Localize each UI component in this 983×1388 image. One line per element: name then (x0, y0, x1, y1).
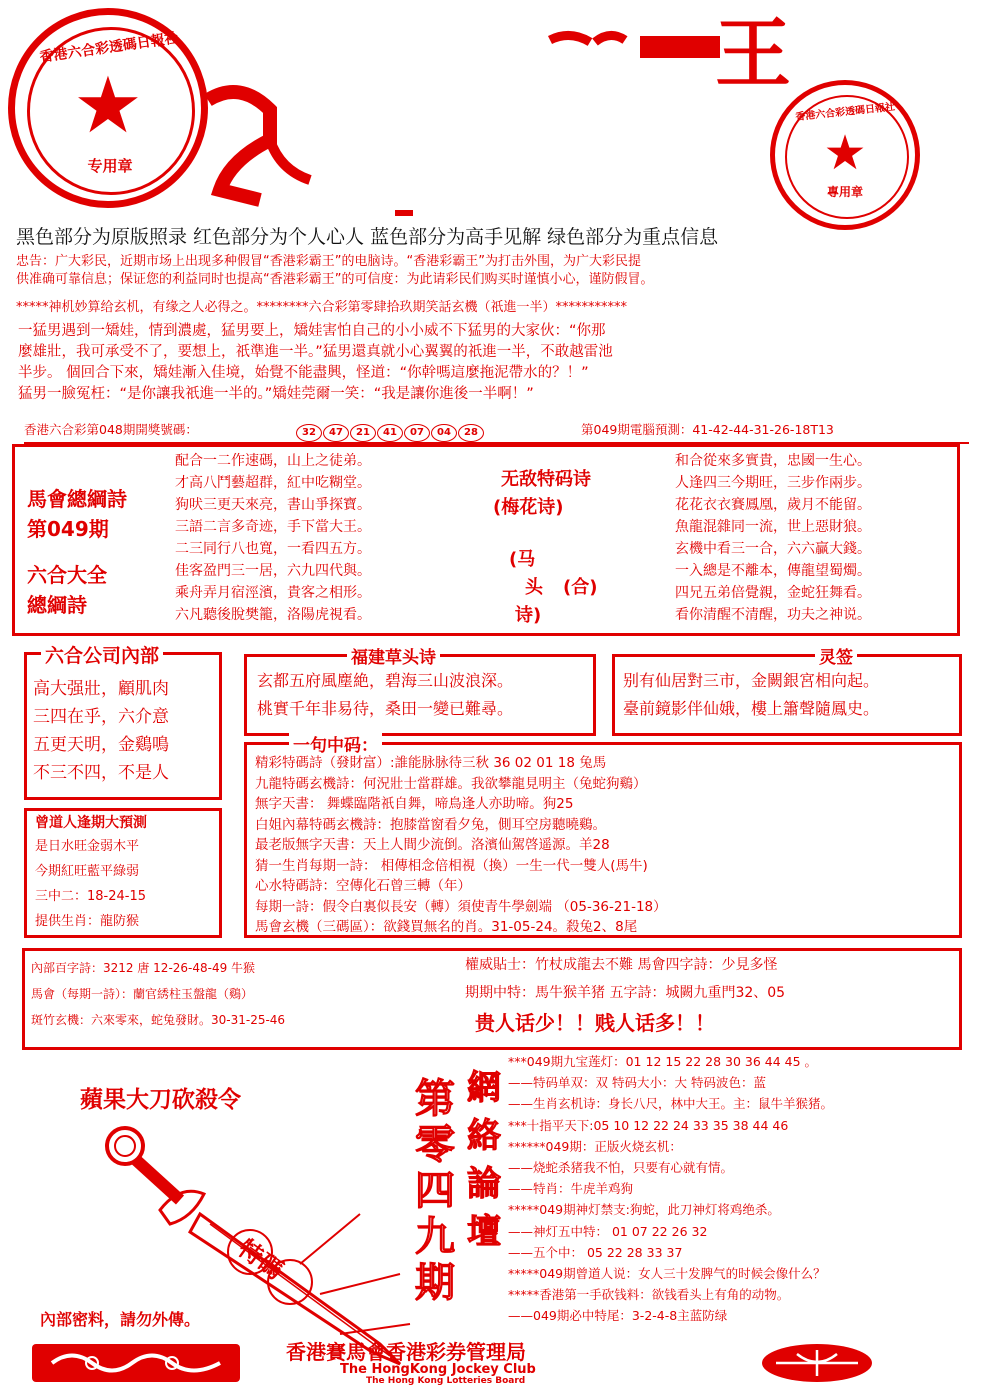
footer-logo-left (32, 1344, 240, 1382)
stamp-left-sub: 专用章 (87, 157, 133, 175)
poem-line: 一入總是不離本，傳龍望蜀燭。 (675, 563, 871, 579)
forum-line: ******049期：正版火烧玄机： (508, 1138, 682, 1154)
poem-line: 佳客盈門三一居，六九四代與。 (175, 563, 371, 579)
yiju-line: 心水特碼詩：空傳化石曾三轉（年） (255, 878, 471, 894)
joke-line-1: 一猛男遇到一矯娃，情到濃處，猛男要上，矯娃害怕自己的小小威不下猛男的大家伙：“你那 (18, 323, 606, 339)
vertical-char: 壇 (467, 1212, 501, 1252)
poem-mid-sub: (梅花诗) (493, 497, 564, 518)
poem-mid-c: 诗) (515, 605, 542, 626)
notice-line-1: 忠告：广大彩民，近期市场上出现多种假冒“香港彩霸王”的电脑诗。“香港彩霸王”为打击外围，为广大彩民提 (16, 254, 641, 269)
poem-left-title-1: 馬會總綱詩 (27, 487, 127, 511)
poem-box (12, 444, 960, 636)
daoren-title: 曾道人逢期大預測 (35, 815, 147, 831)
result-ball: 47 (323, 424, 349, 442)
poem-mid-a: (马 (509, 549, 536, 570)
footer-title-cn: 香港賽馬會香港彩券管理局 (286, 1340, 526, 1364)
yiju-line: 九龍特碼玄機詩：何況壯士當群雄。我欲攀龍見明主（兔蛇狗鷄） (255, 775, 647, 792)
joke-line-2: 麼雄壯，我可承受不了，要想上，祇準進一半。”猛男還真就小心翼翼的祇進一半，不敢越雷池 (18, 344, 613, 360)
vertical-char: 論 (467, 1164, 501, 1204)
joke-title: *****神机妙算给玄机，有缘之人必得之。********六合彩第零肆拾玖期笑話玄機（祇進一半）*********** (16, 300, 628, 315)
result-ball: 04 (431, 424, 457, 442)
poem-line: 四兄五弟倍覺親，金蛇狂舞看。 (675, 585, 871, 601)
vertical-char: 第 (415, 1076, 455, 1122)
fujian-box (244, 648, 596, 736)
poem-line: 人逢四三今期旺，三步作兩步。 (675, 475, 871, 491)
poem-left-title-4: 總綱詩 (27, 593, 87, 617)
forum-line: ——生肖玄机诗：身长八尺，林中大王。主：鼠牛羊猴猪。 (508, 1096, 834, 1112)
poem-col2 (675, 453, 871, 629)
bottom-info-box (22, 948, 962, 1050)
yiju-box (244, 736, 962, 938)
logo-fragment: 王 (715, 9, 791, 98)
company-line: 不三不四，不是人 (33, 763, 169, 783)
stamp-right (770, 80, 920, 230)
lingqian-line-2: 臺前鏡影伴仙娥，樓上簫聲隨鳳史。 (623, 699, 880, 718)
lingqian-box (612, 648, 962, 736)
star-icon: ★ (73, 61, 143, 151)
poem-line: 和合從來多實貴，忠國一生心。 (675, 453, 871, 469)
result-ball: 07 (404, 424, 430, 442)
forum-line: ——特肖：牛虎羊鸡狗 (508, 1181, 634, 1197)
slogan: 贵人话少！！贱人话多！！ (475, 1011, 715, 1035)
daoren-lines (35, 839, 146, 939)
bottom-info-line: 斑竹玄機：六來零來，蛇兔發財。30-31-25-46 (31, 1013, 286, 1027)
lingqian-line-1: 别有仙居對三市，金闕銀宮相向起。 (623, 671, 880, 690)
daoren-box (24, 808, 222, 938)
poem-line: 六凡聽後脫樊籠，洛陽虎視看。 (175, 607, 371, 623)
results-label: 香港六合彩第048期開獎號碼： (24, 422, 198, 437)
yiju-line: 精彩特碼詩（發財富）:誰能脉脉待三秋 36 02 01 18 兔馬 (255, 755, 607, 771)
yiju-line: 白姐內幕特碼玄機詩：抱膝當窗看夕兔，側耳空房聽曉鷄。 (255, 816, 606, 833)
forum-line: *****049期曾道人说：女人三十发脾气的时候会像什么？ (508, 1265, 826, 1281)
vertical-char: 零 (415, 1122, 455, 1168)
company-line: 高大强壯，顧肌肉 (33, 679, 169, 699)
forum-line: ——五个中： 05 22 28 33 37 (508, 1244, 683, 1260)
vertical-char: 四 (415, 1168, 455, 1214)
vertical-char: 網 (467, 1068, 501, 1108)
results-numbers (296, 420, 485, 442)
yiju-line: 無字天書： 舞蝶臨階祇自舞，啼鳥逢人亦助啼。狗25 (255, 796, 574, 812)
fujian-title: 福建草头诗 (347, 643, 440, 668)
daoren-line: 提供生肖：龍防猴 (35, 914, 140, 929)
results-row (24, 420, 969, 444)
fujian-line-2: 桃實千年非易待，桑田一變已難尋。 (257, 699, 514, 718)
forum-line: *****049期神灯禁支:狗蛇，此刀神灯将鸡绝杀。 (508, 1202, 780, 1218)
poem-line: 乘舟弄月宿涇濱，貴客之相形。 (175, 585, 371, 601)
bottom-info-line: 期期中特：馬牛猴羊猪 五字詩：城闕九重門32、05 (465, 985, 786, 1001)
bottom-info-line: 內部百字詩：3212 唐 12-26-48-49 牛猴 (31, 961, 256, 975)
vertical-title-issue (410, 1076, 460, 1306)
stamp-left (8, 8, 208, 208)
header-logo-fragments (200, 9, 800, 210)
bottom-info-line: 馬會（每期一詩）：蘭官綉柱玉盤龍（鷄） (31, 987, 254, 1001)
apple-title: 蘋果大刀砍殺令 (80, 1087, 241, 1113)
poem-mid-b: 头 (525, 577, 543, 598)
daoren-line: 三中二：18-24-15 (35, 889, 147, 904)
poem-line: 魚龍混雜同一流，世上惡財狼。 (675, 519, 871, 535)
company-box (24, 645, 222, 800)
yiju-line: 最老版無字天書：天上人間少流倒。洛濱仙駕啓遥源。羊28 (255, 837, 610, 853)
company-title: 六合公司內部 (41, 641, 163, 668)
company-lines (33, 679, 169, 791)
forum-line: ——烧蛇杀猪我不怕，只要有心就有情。 (508, 1159, 734, 1175)
forum-line: ***十指平天下:05 10 12 22 24 33 35 38 44 46 (508, 1117, 789, 1133)
forum-line: ——特码单双：双 特码大小：大 特码波色：蓝 (508, 1075, 766, 1091)
poem-col1 (175, 453, 371, 629)
yiju-line: 馬會玄機（三碼區）：欲錢買無名的肖。31-05-24。殺兔2、8尾 (255, 919, 638, 935)
poem-line: 狗吠三更天來亮，書山爭探寶。 (175, 497, 371, 513)
apple-footnote: 內部密料，請勿外傳。 (40, 1310, 201, 1329)
joke-line-4: 猛男一臉冤枉：“是你讓我祇進一半的。”矯娃莞爾一笑：“我是讓你進後一半啊！” (18, 386, 534, 402)
vertical-char: 絡 (467, 1116, 501, 1156)
forum-line: *****香港第一手砍钱料：欲钱看头上有角的动物。 (508, 1287, 790, 1303)
result-ball: 28 (458, 424, 484, 442)
stamp-right-text: 香港六合彩透碼日報社 (794, 101, 896, 124)
daoren-line: 是日水旺金弱木平 (35, 839, 140, 854)
forum-line: ——神灯五中特： 01 07 22 26 32 (508, 1223, 708, 1239)
poem-left-title-3: 六合大全 (27, 563, 107, 587)
footer-logo-right (762, 1344, 872, 1382)
sword-text: 特碼 (232, 1234, 289, 1285)
poem-line: 花花衣衣賽鳳凰，歲月不能留。 (675, 497, 871, 513)
result-ball: 41 (377, 424, 403, 442)
lingqian-title: 灵签 (815, 643, 857, 668)
stamp-left-text: 香港六合彩透碼日報社 (38, 30, 180, 66)
joke-line-3: 半步。 個回合下來，矯娃漸入佳境，始覺不能盡興，怪道：“你幹嗎這麼拖泥帶水的？！” (18, 365, 589, 381)
company-line: 三四在乎，六介意 (33, 707, 169, 727)
poem-line: 二三同行八也寬，一看四五方。 (175, 541, 371, 557)
bottom-info-left (31, 961, 285, 1039)
poem-line: 三語二言多奇迹，手下當大王。 (175, 519, 371, 535)
poem-mid-d: (合) (563, 577, 598, 598)
forum-line: ***049期九宝莲灯：01 12 15 22 28 30 36 44 45 。 (508, 1054, 818, 1069)
footer-title-en1: The HongKong Jockey Club (340, 1362, 536, 1377)
poem-line: 配合一二作速碼，山上之徒弟。 (175, 453, 371, 469)
vertical-char: 期 (415, 1260, 455, 1306)
poem-line: 才高八鬥藝超群，紅中吃糊堂。 (175, 475, 371, 491)
poem-line: 玄機中看三一合，六六贏大錢。 (675, 541, 871, 557)
results-forecast: 第049期電腦預測：41-42-44-31-26-18T13 (581, 422, 834, 437)
poem-left-title-2: 第049期 (27, 517, 109, 541)
result-ball: 32 (296, 424, 322, 442)
yiju-lines (255, 755, 667, 940)
star-icon: ★ (823, 125, 867, 181)
footer-title-en2: The Hong Kong Lotteries Board (366, 1376, 526, 1386)
company-line: 五更天明，金鷄鳴 (33, 735, 169, 755)
yiju-title: 一句中码： (289, 731, 382, 756)
forum-line: ——049期必中特尾：3-2-4-8主蓝防绿 (508, 1308, 728, 1324)
daoren-line: 今期紅旺藍平綠弱 (35, 864, 140, 879)
vertical-title-forum (464, 1064, 504, 1256)
notice-line-2: 供准确可靠信息；保证您的利益同时也提高“香港彩霸王”的可信度：为此请彩民们购买时谨慎小心，谨防假冒。 (16, 272, 654, 287)
vertical-char: 九 (415, 1214, 455, 1260)
bottom-info-right (465, 957, 785, 1013)
poem-mid-title: 无敌特码诗 (501, 469, 591, 490)
yiju-line: 猜一生肖每期一詩： 相傳相念倍相視（換）一生一代一雙人(馬牛) (255, 857, 648, 874)
legend-line: 黑色部分为原版照录 红色部分为个人心人 蓝色部分为高手见解 绿色部分为重点信息 (16, 226, 719, 248)
result-ball: 21 (350, 424, 376, 442)
stamp-right-sub: 專用章 (826, 185, 863, 199)
yiju-line: 每期一詩：假令白裏似長安（轉）須使青牛學劍端 （05-36-21-18） (255, 898, 667, 915)
forum-list (508, 1054, 833, 1329)
bottom-info-line: 權威貼士：竹杖成龍去不難 馬會四字詩：少見多怪 (465, 957, 778, 973)
poem-line: 看你清醒不清醒，功夫之神说。 (675, 607, 871, 623)
fujian-line-1: 玄都五府風塵絶，碧海三山波浪深。 (257, 671, 514, 690)
